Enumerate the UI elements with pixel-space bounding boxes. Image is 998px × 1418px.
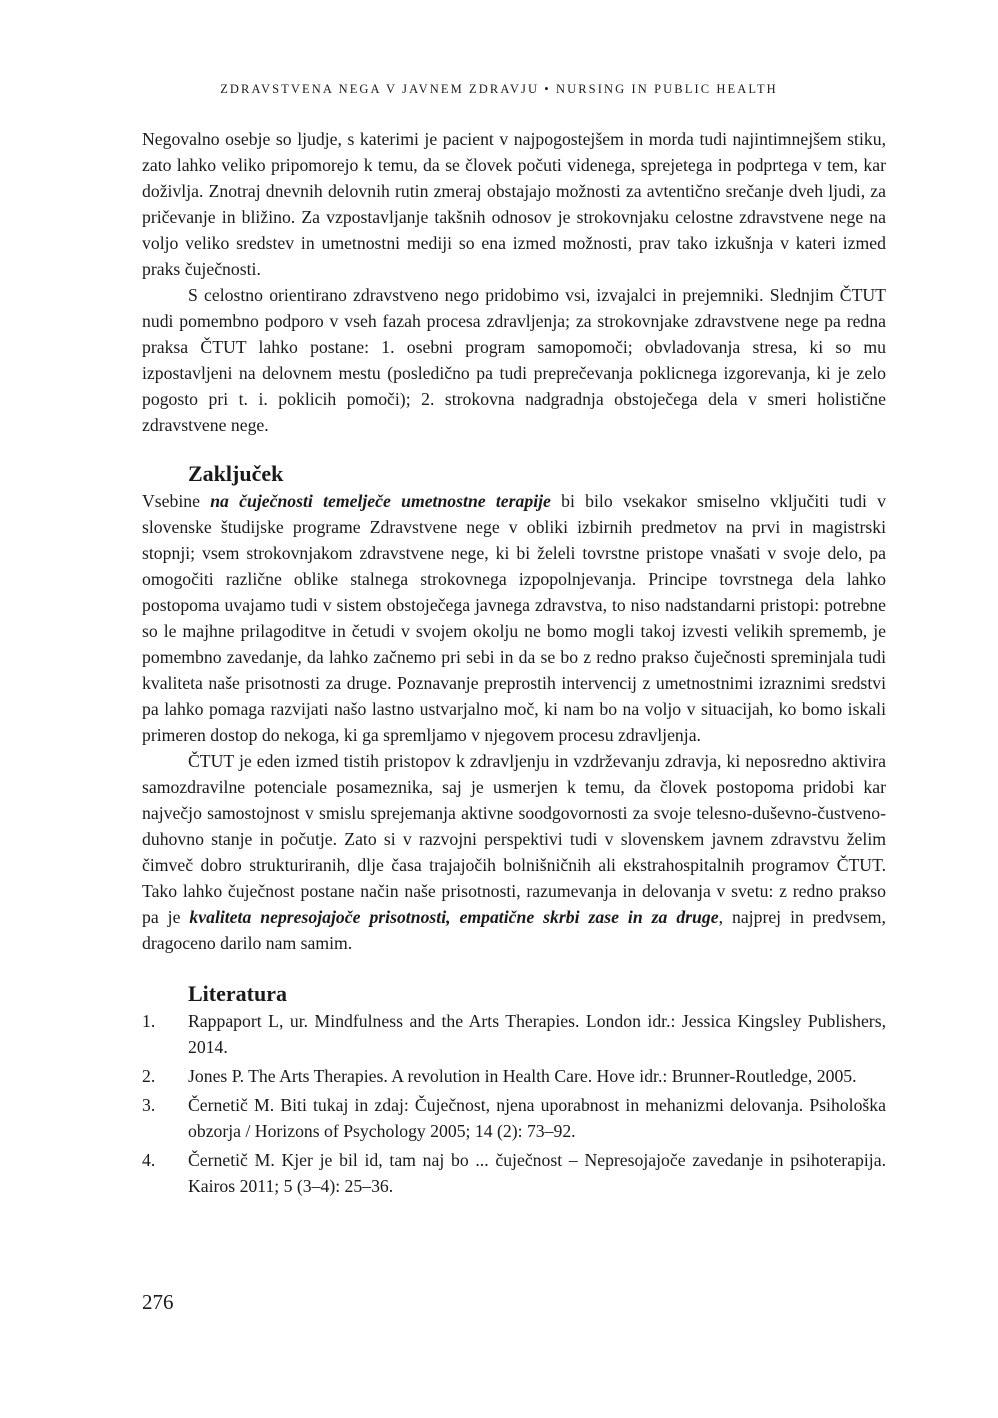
conclusion-p1-emphasis: na čuječnosti temelječe umetnostne terapije — [210, 491, 551, 511]
reference-number: 1. — [142, 1011, 156, 1031]
reference-list — [142, 1008, 886, 1199]
conclusion-p2-rest: , najprej in predvsem, dragoceno darilo nam samim. — [142, 907, 886, 953]
conclusion-paragraph-2 — [142, 748, 886, 956]
reference-item — [142, 1063, 886, 1089]
reference-number: 2. — [142, 1066, 156, 1086]
page-content — [142, 126, 886, 1202]
reference-item — [142, 1092, 886, 1144]
reference-item — [142, 1147, 886, 1199]
conclusion-p1-rest: bi bilo vsekakor smiselno vključiti tudi v slovenske študijske programe Zdravstvene nege v obliki izbirnih predmetov na prvi in magistrski stopnji; vsem strokovnjakom zdravstvene nege, ki bi želeli tovrstne pristope vnašati v svoje delo, pa omogočiti različne oblike stalnega strokovnega izpopolnjevanja. Principe tovrstnega dela lahko postopoma uvajamo tudi v sistem obstoječega javnega zdravstva, to niso nadstandarni pristopi: potrebne so le majhne prilagoditve in četudi v svojem okolju ne bomo mogli takoj izvesti velikih sprememb, je pomembno zavedanje, da lahko začnemo pri sebi in da se bo z redno prakso čuječnosti spreminjala tudi kvaliteta naše prisotnosti za druge. Poznavanje preprostih intervencij z umetnostnimi izraznimi sredstvi pa lahko pomaga razvijati našo lastno ustvarjalno moč, ki nam bo na voljo v situacijah, ko bomo iskali primeren dostop do nekoga, ki ga spremljamo v njegovem procesu zdravljenja. — [142, 491, 887, 745]
reference-number: 3. — [142, 1095, 156, 1115]
reference-text: Černetič M. Biti tukaj in zdaj: Čuječnost, njena uporabnost in mehanizmi delovanja. Psihološka obzorja / Horizons of Psychology 2005; 14 (2): 73–92. — [188, 1095, 886, 1141]
conclusion-p2-lead: ČTUT je eden izmed tistih pristopov k zdravljenju in vzdrževanju zdravja, ki neposredno aktivira samozdravilne potenciale posameznika, saj je usmerjen k temu, da človek postopoma pridobi kar največjo samostojnost v smislu sprejemanja aktivne soodgovornosti za svoje telesno-duševno-čustveno-duhovno stanje in počutje. Zato si v razvojni perspektivi tudi v slovenskem javnem zdravstvu želim čimveč dobro strukturiranih, dlje časa trajajočih bolnišničnih ali ekstrahospitalnih programov ČTUT. Tako lahko čuječnost postane način naše prisotnosti, razumevanja in delovanja v svetu: z redno prakso pa je — [142, 751, 886, 927]
reference-text: Černetič M. Kjer je bil id, tam naj bo ... čuječnost – Nepresojajoče zavedanje in psihoterapija. Kairos 2011; 5 (3–4): 25–36. — [188, 1150, 886, 1196]
page-number: 276 — [142, 1290, 174, 1314]
references-heading: Literatura — [188, 981, 287, 1006]
reference-text: Rappaport L, ur. Mindfulness and the Arts Therapies. London idr.: Jessica Kingsley Publishers, 2014. — [188, 1011, 886, 1057]
body-paragraph-1: Negovalno osebje so ljudje, s katerimi je pacient v najpogostejšem in morda tudi najintimnejšem stiku, zato lahko veliko pripomorejo k temu, da se človek počuti videnega, sprejetega in podprtega v tem, kar doživlja. Znotraj dnevnih delovnih rutin zmeraj obstajajo možnosti za avtentično srečanje dveh ljudi, za pričevanje in bližino. Za vzpostavljanje takšnih odnosov je strokovnjaku celostne zdravstvene nege na voljo veliko sredstev in umetnostni mediji so ena izmed možnosti, prav tako izkušnja v kateri izmed praks čuječnosti. — [142, 129, 886, 279]
reference-item — [142, 1008, 886, 1060]
reference-number: 4. — [142, 1150, 156, 1170]
conclusion-heading: Zaključek — [188, 461, 284, 486]
conclusion-paragraph-1 — [142, 488, 886, 748]
running-header: ZDRAVSTVENA NEGA V JAVNEM ZDRAVJU • NURSING IN PUBLIC HEALTH — [220, 82, 778, 96]
conclusion-p2-emphasis: kvaliteta nepresojajoče prisotnosti, empatične skrbi zase in za druge — [189, 907, 719, 927]
reference-text: Jones P. The Arts Therapies. A revolution in Health Care. Hove idr.: Brunner-Routledge, 2005. — [188, 1066, 857, 1086]
conclusion-p1-lead: Vsebine — [142, 491, 211, 511]
body-paragraph-2: S celostno orientirano zdravstveno nego pridobimo vsi, izvajalci in prejemniki. Slednjim ČTUT nudi pomembno podporo v vseh fazah procesa zdravljenja; za strokovnjake zdravstvene nege pa redna praksa ČTUT lahko postane: 1. osebni program samopomoči; obvladovanja stresa, ki so mu izpostavljeni na delovnem mestu (posledično pa tudi preprečevanja poklicnega izgorevanja, ki je zelo pogosto pri t. i. poklicih pomoči); 2. strokovna nadgradnja obstoječega dela v smeri holistične zdravstvene nege. — [142, 285, 886, 435]
